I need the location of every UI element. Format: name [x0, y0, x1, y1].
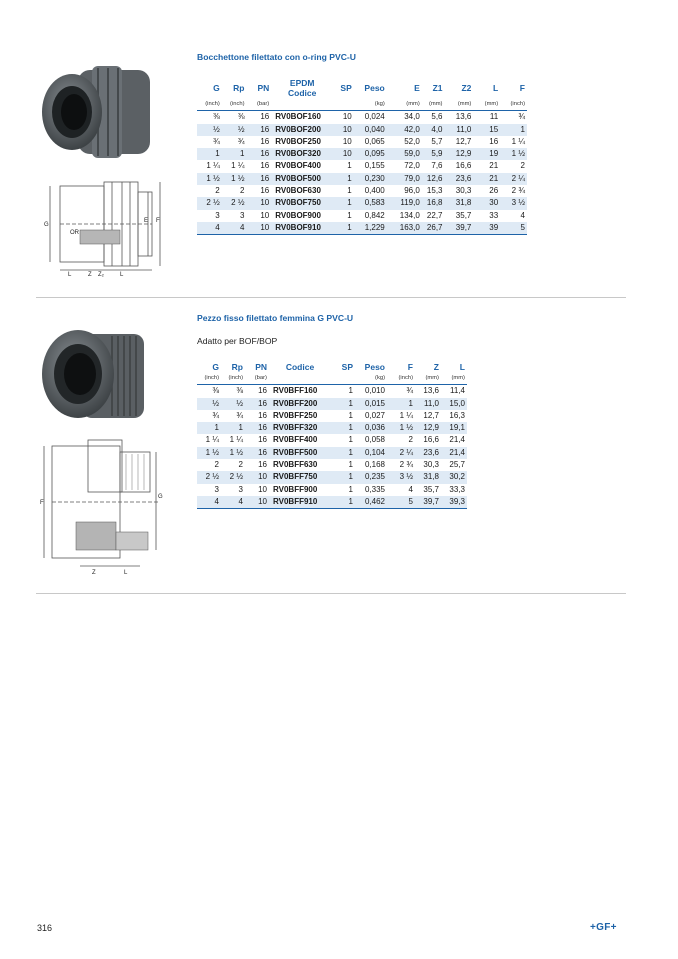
table-cell: 16,6	[455, 161, 472, 171]
table-cell: 4	[197, 496, 221, 509]
table-cell: 31,8	[415, 471, 441, 483]
table-cell: 33,3	[449, 484, 465, 494]
table-cell: 0,583	[354, 197, 387, 209]
table-cell: 96,0	[404, 186, 420, 196]
col-rp: Rp	[233, 83, 245, 93]
table-row	[197, 459, 467, 471]
section2-subtitle: Adatto per BOF/BOP	[197, 336, 278, 346]
table-cell: 12,9	[445, 148, 474, 160]
table-cell: 16	[260, 112, 270, 122]
table-cell: 0,040	[354, 124, 387, 136]
product-code-cell: RV0BOF630	[275, 186, 321, 196]
section1-units-row	[197, 98, 527, 111]
table-cell: 5	[500, 222, 527, 235]
unit: (inch)	[221, 372, 245, 385]
table-cell: 0,462	[355, 496, 387, 509]
table-cell: 163,0	[387, 222, 422, 235]
product-code-cell: RV0BOF400	[275, 161, 321, 171]
unit: (bar)	[245, 372, 269, 385]
table-cell: 1	[348, 410, 353, 420]
table-cell: 34,0	[404, 112, 420, 122]
table-cell: 4	[408, 484, 413, 494]
drawing1-label-l2: L	[120, 272, 124, 278]
table-cell: 1	[331, 398, 355, 410]
table-cell: 1 ¼	[206, 161, 220, 171]
unit	[331, 372, 355, 385]
section2-title: Pezzo fisso filettato femmina G PVC-U	[197, 313, 354, 323]
table-cell: 10	[333, 148, 354, 160]
table-row	[197, 447, 467, 459]
table-row	[197, 173, 527, 185]
table-cell: 2 ½	[197, 471, 221, 483]
col-sp: SP	[341, 362, 353, 372]
col-pn: PN	[255, 362, 267, 372]
table-cell: 16	[247, 173, 272, 185]
table-row	[197, 496, 467, 509]
table-cell: 2	[238, 460, 243, 470]
table-cell: 11,0	[445, 124, 474, 136]
product-code-cell: RV0BOF320	[271, 148, 333, 160]
table-cell: 1 ¼	[511, 136, 525, 146]
table-cell: 30,2	[441, 471, 467, 483]
table-cell: 10	[342, 136, 352, 146]
col-codice-label: Codice	[288, 88, 317, 98]
table-cell: 10	[342, 112, 352, 122]
table-cell: 10	[258, 484, 267, 494]
table-cell: 0,027	[364, 410, 385, 420]
product-code-cell: RV0BFF160	[273, 386, 318, 396]
col-peso: Peso	[364, 83, 385, 93]
table-cell: 1	[347, 210, 352, 220]
table-cell: 1	[348, 435, 353, 445]
table-cell: 16	[260, 136, 270, 146]
table-cell: 16	[245, 447, 269, 459]
table-cell: 0,058	[364, 435, 385, 445]
product-code-cell: RV0BFF630	[273, 460, 318, 470]
table-cell: 1 ½	[387, 422, 415, 434]
table-cell: 5,7	[431, 136, 443, 146]
table-cell: 1	[347, 161, 352, 171]
unit: (mm)	[473, 98, 500, 111]
table-cell: ¾	[518, 112, 525, 122]
table-cell: 39,7	[415, 496, 441, 509]
unit: (mm)	[441, 372, 467, 385]
table-cell: 0,095	[354, 148, 387, 160]
section-divider	[36, 593, 626, 594]
table-cell: 16,8	[422, 197, 445, 209]
drawing1-label-e: E	[144, 218, 149, 224]
table-cell: 1	[333, 173, 354, 185]
col-codice: Codice	[285, 362, 315, 372]
table-cell: 1 ½	[500, 148, 527, 160]
col-f: F	[519, 83, 525, 93]
table-cell: 5,6	[431, 112, 443, 122]
table-cell: ¾	[236, 410, 243, 420]
table-cell: 5,9	[422, 148, 445, 160]
table-cell: ¾	[237, 136, 245, 146]
table-cell: 4	[197, 222, 222, 235]
unit	[333, 98, 354, 111]
table-cell: ¾	[406, 386, 413, 396]
table-cell: 72,0	[404, 161, 420, 171]
table-cell: 30,3	[455, 186, 472, 196]
table-cell: 4	[520, 210, 525, 220]
table-cell: 1 ¼	[205, 435, 219, 445]
table-cell: 1	[348, 460, 353, 470]
table-row	[197, 185, 527, 197]
table-cell: 11,0	[415, 398, 441, 410]
table-cell: 0,230	[354, 173, 387, 185]
section1-table-body	[197, 111, 527, 235]
table-cell: 2	[214, 460, 219, 470]
table-cell: 16	[245, 422, 269, 434]
table-cell: 2	[520, 161, 525, 171]
table-cell: 35,7	[455, 210, 472, 220]
table-cell: 2 ½	[197, 197, 222, 209]
female-end-photo	[38, 322, 150, 428]
drawing1-label-z: Z	[88, 272, 92, 278]
table-cell: 25,7	[449, 460, 465, 470]
table-cell: 11,4	[450, 386, 465, 396]
drawing2-label-f: F	[40, 500, 44, 506]
table-cell: 15,0	[441, 398, 467, 410]
col-pn: PN	[257, 83, 270, 93]
table-cell: 11	[489, 112, 499, 122]
table-cell: 10	[260, 210, 270, 220]
gf-logo: +GF+	[590, 922, 617, 933]
table-row	[197, 197, 527, 209]
table-cell: ½	[197, 398, 221, 410]
table-cell: 52,0	[404, 136, 420, 146]
table-cell: 1	[348, 386, 353, 396]
table-cell: 1 ¼	[399, 410, 413, 420]
product-code-cell: RV0BFF320	[269, 422, 331, 434]
drawing1-label-or: OR	[70, 230, 79, 236]
table-cell: 23,6	[445, 173, 474, 185]
table-cell: 2	[408, 435, 413, 445]
table-cell: 15	[473, 124, 500, 136]
table-cell: 16	[247, 148, 272, 160]
table-cell: ⅜	[236, 386, 243, 396]
unit: (inch)	[197, 98, 222, 111]
table-cell: 16,3	[449, 410, 465, 420]
table-cell: 0,842	[364, 210, 385, 220]
drawing1-label-g: G	[44, 222, 49, 228]
table-cell: ½	[221, 398, 245, 410]
table-row	[197, 484, 467, 496]
col-peso: Peso	[364, 362, 385, 372]
table-cell: 1	[333, 197, 354, 209]
table-cell: 21,4	[441, 447, 467, 459]
union-technical-drawing	[36, 178, 166, 278]
table-cell: 1	[222, 148, 247, 160]
col-rp: Rp	[231, 362, 243, 372]
table-cell: 16	[258, 460, 267, 470]
table-cell: 0,400	[364, 186, 385, 196]
table-row	[197, 148, 527, 160]
table-row	[197, 124, 527, 136]
unit: (inch)	[197, 372, 221, 385]
table-cell: 2 ¼	[500, 173, 527, 185]
table-cell: 0,010	[364, 386, 385, 396]
table-cell: 12,6	[422, 173, 445, 185]
product-code-cell: RV0BOF250	[275, 136, 321, 146]
table-cell: 21,4	[449, 435, 465, 445]
table-cell: 0,036	[355, 422, 387, 434]
unit: (mm)	[445, 98, 474, 111]
unit: (inch)	[387, 372, 415, 385]
table-cell: 26	[489, 186, 499, 196]
col-z: Z	[433, 362, 439, 372]
section2-units-row	[197, 372, 467, 385]
col-l: L	[492, 83, 499, 93]
table-cell: 3 ½	[500, 197, 527, 209]
drawing2-label-l: L	[124, 570, 128, 576]
table-cell: 2 ¼	[387, 447, 415, 459]
drawing1-label-z2: Z₂	[98, 272, 104, 278]
table-cell: 1	[221, 422, 245, 434]
table-cell: 1	[331, 422, 355, 434]
table-cell: 35,7	[423, 484, 439, 494]
unit	[269, 372, 331, 385]
table-cell: 16	[258, 435, 267, 445]
table-cell: ⅜	[213, 112, 220, 122]
col-epdm	[271, 78, 333, 98]
table-row	[197, 471, 467, 483]
section2-table-body	[197, 385, 467, 509]
col-f: F	[407, 362, 413, 372]
table-cell: 10	[245, 496, 269, 509]
table-cell: 12,7	[455, 136, 472, 146]
table-cell: 30	[473, 197, 500, 209]
product-code-cell: RV0BOF910	[271, 222, 333, 235]
unit: (mm)	[387, 98, 422, 111]
table-row	[197, 111, 527, 124]
drawing2-label-z: Z	[92, 570, 96, 576]
table-cell: 5	[387, 496, 415, 509]
table-row	[197, 210, 527, 222]
unit	[271, 98, 333, 111]
table-cell: 2 ¾	[399, 460, 413, 470]
unit: (bar)	[247, 98, 272, 111]
col-l: L	[459, 362, 465, 372]
table-cell: 30,3	[423, 460, 439, 470]
table-cell: 4,0	[422, 124, 445, 136]
section-divider	[36, 297, 626, 298]
table-cell: 0,065	[364, 136, 385, 146]
table-cell: 1	[331, 496, 355, 509]
product-code-cell: RV0BOF160	[275, 112, 321, 122]
section2-table	[197, 362, 467, 509]
table-row	[197, 385, 467, 398]
drawing2-label-g: G	[158, 494, 163, 500]
drawing1-label-l1: L	[68, 272, 72, 278]
col-g: G	[213, 83, 220, 93]
col-z2: Z2	[461, 83, 472, 93]
table-cell: 134,0	[399, 210, 420, 220]
table-cell: 10	[247, 197, 272, 209]
table-cell: 16	[245, 398, 269, 410]
table-cell: 1	[500, 124, 527, 136]
col-e: E	[414, 83, 420, 93]
product-code-cell: RV0BOF200	[271, 124, 333, 136]
table-cell: 10	[247, 222, 272, 235]
table-cell: 2	[240, 186, 245, 196]
table-cell: 79,0	[387, 173, 422, 185]
col-epdm-label: EPDM	[289, 78, 315, 88]
table-row	[197, 422, 467, 434]
table-cell: 39,3	[441, 496, 467, 509]
product-code-cell: RV0BFF750	[269, 471, 331, 483]
product-code-cell: RV0BOF750	[271, 197, 333, 209]
col-z1: Z1	[432, 83, 443, 93]
table-cell: 1 ½	[197, 173, 222, 185]
table-cell: 23,6	[415, 447, 441, 459]
table-cell: 31,8	[445, 197, 474, 209]
product-code-cell: RV0BFF250	[273, 410, 318, 420]
table-cell: 16	[260, 186, 270, 196]
table-cell: 16	[258, 386, 267, 396]
table-cell: 3	[214, 484, 219, 494]
table-row	[197, 398, 467, 410]
table-row	[197, 136, 527, 148]
table-cell: 19	[473, 148, 500, 160]
product-code-cell: RV0BFF900	[273, 484, 318, 494]
table-cell: ¾	[213, 136, 220, 146]
table-cell: 3	[215, 210, 220, 220]
table-cell: 2	[215, 186, 220, 196]
table-cell: 1	[331, 447, 355, 459]
product-code-cell: RV0BFF200	[269, 398, 331, 410]
col-g: G	[212, 362, 219, 372]
table-cell: 1 ½	[222, 173, 247, 185]
table-cell: 13,6	[455, 112, 472, 122]
table-cell: 1 ¼	[231, 161, 245, 171]
table-row	[197, 160, 527, 172]
table-cell: 0,104	[355, 447, 387, 459]
table-cell: 7,6	[431, 161, 443, 171]
table-cell: ¾	[212, 410, 219, 420]
table-cell: ⅜	[237, 112, 245, 122]
page-number: 316	[37, 923, 53, 933]
table-cell: 119,0	[387, 197, 422, 209]
table-cell: 0,024	[364, 112, 385, 122]
table-cell: 3	[238, 484, 243, 494]
section1-header-row	[197, 78, 527, 98]
table-cell: 10	[333, 124, 354, 136]
union-photo	[38, 62, 154, 162]
table-cell: 3 ½	[387, 471, 415, 483]
section1-table	[197, 78, 527, 235]
table-cell: 2 ¾	[511, 186, 525, 196]
table-cell: 0,235	[355, 471, 387, 483]
table-cell: 16	[489, 136, 499, 146]
unit: (kg)	[354, 98, 387, 111]
product-code-cell: RV0BFF910	[269, 496, 331, 509]
unit: (inch)	[500, 98, 527, 111]
unit: (mm)	[415, 372, 441, 385]
table-cell: 1 ½	[221, 447, 245, 459]
table-cell: 33	[489, 210, 499, 220]
table-cell: 21	[473, 173, 500, 185]
table-row	[197, 434, 467, 446]
table-cell: 1 ½	[197, 447, 221, 459]
table-cell: 1	[333, 222, 354, 235]
product-code-cell: RV0BFF400	[273, 435, 318, 445]
table-cell: 1 ¼	[229, 435, 243, 445]
table-cell: 26,7	[422, 222, 445, 235]
product-code-cell: RV0BOF900	[275, 210, 321, 220]
table-cell: 39,7	[445, 222, 474, 235]
unit: (inch)	[222, 98, 247, 111]
table-cell: ½	[197, 124, 222, 136]
table-cell: 10	[245, 471, 269, 483]
table-cell: 13,6	[423, 386, 439, 396]
unit: (mm)	[422, 98, 445, 111]
table-cell: 42,0	[387, 124, 422, 136]
table-row	[197, 410, 467, 422]
section1-title: Bocchettone filettato con o-ring PVC-U	[197, 52, 356, 62]
table-cell: 0,155	[364, 161, 385, 171]
unit: (kg)	[355, 372, 387, 385]
table-cell: 12,7	[423, 410, 439, 420]
table-cell: 1	[331, 471, 355, 483]
table-cell: 2 ½	[222, 197, 247, 209]
table-cell: 0,335	[364, 484, 385, 494]
table-cell: 4	[222, 222, 247, 235]
table-cell: 16	[247, 124, 272, 136]
table-cell: 16	[260, 161, 270, 171]
table-cell: 59,0	[387, 148, 422, 160]
table-cell: 4	[221, 496, 245, 509]
table-cell: 21	[489, 161, 499, 171]
product-code-cell: RV0BOF500	[271, 173, 333, 185]
section2-header-row	[197, 362, 467, 372]
table-cell: ⅜	[212, 386, 219, 396]
table-cell: 1	[197, 422, 221, 434]
table-cell: 3	[240, 210, 245, 220]
table-cell: 1	[387, 398, 415, 410]
table-cell: 12,9	[415, 422, 441, 434]
table-cell: 19,1	[441, 422, 467, 434]
female-end-technical-drawing	[40, 432, 170, 578]
product-code-cell: RV0BFF500	[269, 447, 331, 459]
table-cell: 0,015	[355, 398, 387, 410]
table-cell: 1	[347, 186, 352, 196]
table-cell: 39	[473, 222, 500, 235]
col-sp: SP	[340, 83, 352, 93]
table-row	[197, 222, 527, 235]
table-cell: 2 ½	[221, 471, 245, 483]
table-cell: 16	[258, 410, 267, 420]
table-cell: 22,7	[426, 210, 443, 220]
table-cell: ½	[222, 124, 247, 136]
drawing1-label-f: F	[156, 218, 160, 224]
table-cell: 1	[348, 484, 353, 494]
table-cell: 16,6	[423, 435, 439, 445]
table-cell: 15,3	[426, 186, 443, 196]
table-cell: 1	[197, 148, 222, 160]
table-cell: 0,168	[364, 460, 385, 470]
table-cell: 1,229	[354, 222, 387, 235]
